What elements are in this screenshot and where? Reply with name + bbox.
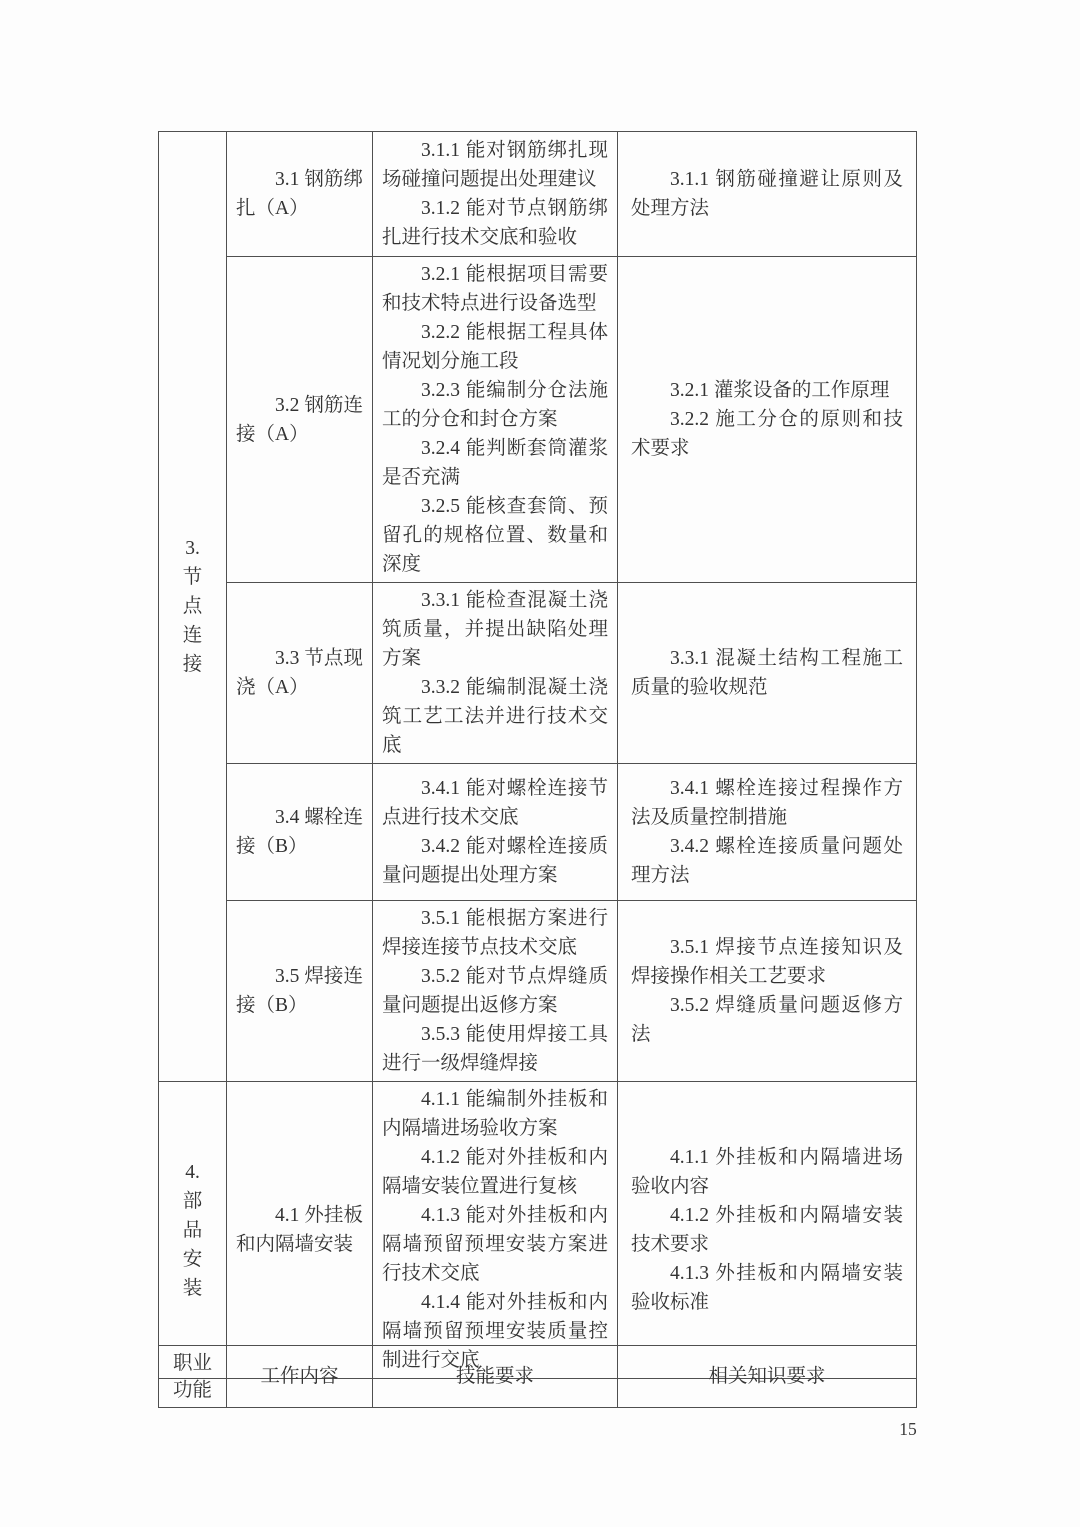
knowledge-item: 4.1.3 外挂板和内隔墙安装验收标准 bbox=[631, 1263, 903, 1313]
work-content-label: 3.1 钢筋绑扎（A） bbox=[236, 169, 363, 219]
table-row bbox=[159, 901, 917, 1082]
skill-item: 3.3.2 能编制混凝土浇筑工艺工法并进行技术交底 bbox=[382, 677, 608, 756]
function-number: 3. bbox=[185, 538, 200, 559]
knowledge-cell bbox=[618, 257, 917, 583]
skill-item: 4.1.2 能对外挂板和内隔墙安装位置进行复核 bbox=[382, 1147, 608, 1197]
skill-item: 3.2.5 能核查套筒、预留孔的规格位置、数量和深度 bbox=[382, 496, 608, 575]
knowledge-item: 3.2.1 灌浆设备的工作原理 bbox=[670, 380, 890, 401]
work-content-label: 3.3 节点现浇（A） bbox=[236, 648, 363, 698]
knowledge-item: 4.1.1 外挂板和内隔墙进场验收内容 bbox=[631, 1147, 903, 1197]
table-row bbox=[159, 132, 917, 257]
skill-item: 4.1.3 能对外挂板和内隔墙预留预埋安装方案进行技术交底 bbox=[382, 1205, 608, 1284]
work-content-cell bbox=[227, 132, 373, 257]
skill-item: 3.3.1 能检查混凝土浇筑质量，并提出缺陷处理方案 bbox=[382, 590, 608, 669]
work-content-cell bbox=[227, 257, 373, 583]
skills-cell bbox=[373, 257, 618, 583]
skill-item: 3.1.2 能对节点钢筋绑扎进行技术交底和验收 bbox=[382, 198, 608, 248]
table-header-strip bbox=[158, 1345, 917, 1408]
header-cell-skill-requirements: 技能要求 bbox=[373, 1346, 618, 1408]
header-row bbox=[159, 1346, 917, 1408]
knowledge-item: 3.4.1 螺栓连接过程操作方法及质量控制措施 bbox=[631, 778, 903, 828]
knowledge-item: 3.5.1 焊接节点连接知识及焊接操作相关工艺要求 bbox=[631, 937, 903, 987]
work-content-label: 3.5 焊接连接（B） bbox=[236, 966, 363, 1016]
knowledge-cell bbox=[618, 132, 917, 257]
skill-item: 3.4.2 能对螺栓连接质量问题提出处理方案 bbox=[382, 836, 608, 886]
skill-item: 3.2.2 能根据工程具体情况划分施工段 bbox=[382, 322, 608, 372]
work-content-cell bbox=[227, 1082, 373, 1379]
skill-item: 4.1.4 能对外挂板和内隔墙预留预埋安装质量控制进行交底 bbox=[382, 1292, 608, 1371]
work-content-cell bbox=[227, 901, 373, 1082]
header-cell-work-content: 工作内容 bbox=[227, 1346, 373, 1408]
knowledge-item: 3.2.2 施工分仓的原则和技术要求 bbox=[631, 409, 903, 459]
work-content-label: 3.2 钢筋连接（A） bbox=[236, 394, 363, 445]
skill-standard-table bbox=[158, 131, 917, 1379]
skill-item: 3.2.1 能根据项目需要和技术特点进行设备选型 bbox=[382, 264, 608, 314]
skills-cell bbox=[373, 132, 618, 257]
knowledge-cell bbox=[618, 1082, 917, 1379]
knowledge-cell bbox=[618, 764, 917, 901]
knowledge-cell bbox=[618, 901, 917, 1082]
skill-item: 3.2.4 能判断套筒灌浆是否充满 bbox=[382, 438, 608, 488]
skill-item: 3.1.1 能对钢筋绑扎现场碰撞问题提出处理建议 bbox=[382, 140, 608, 190]
skill-item: 3.5.1 能根据方案进行焊接连接节点技术交底 bbox=[382, 908, 608, 958]
knowledge-item: 3.1.1 钢筋碰撞避让原则及处理方法 bbox=[631, 169, 903, 219]
function-cell-section3 bbox=[159, 132, 227, 1082]
header-cell-function: 职业功能 bbox=[159, 1346, 227, 1408]
knowledge-item: 3.4.2 螺栓连接质量问题处理方法 bbox=[631, 836, 903, 886]
skills-cell bbox=[373, 1082, 618, 1379]
skills-cell bbox=[373, 901, 618, 1082]
page-number: 15 bbox=[899, 1419, 917, 1439]
function-cell-section4 bbox=[159, 1082, 227, 1379]
skills-cell bbox=[373, 583, 618, 764]
skills-cell bbox=[373, 764, 618, 901]
table-row bbox=[159, 764, 917, 901]
work-content-cell bbox=[227, 764, 373, 901]
function-number: 4. bbox=[185, 1161, 200, 1183]
work-content-label: 3.4 螺栓连接（B） bbox=[236, 807, 363, 857]
skill-item: 3.2.3 能编制分仓法施工的分仓和封仓方案 bbox=[382, 380, 608, 430]
knowledge-item: 3.3.1 混凝土结构工程施工质量的验收规范 bbox=[631, 648, 903, 698]
skill-item: 3.4.1 能对螺栓连接节点进行技术交底 bbox=[382, 778, 608, 828]
skill-item: 3.5.2 能对节点焊缝质量问题提出返修方案 bbox=[382, 966, 608, 1016]
table-row bbox=[159, 257, 917, 583]
knowledge-cell bbox=[618, 583, 917, 764]
skill-item: 4.1.1 能编制外挂板和内隔墙进场验收方案 bbox=[382, 1089, 608, 1139]
function-name-vertical: 部品安装 bbox=[182, 1190, 203, 1299]
function-name-vertical: 节点连接 bbox=[182, 567, 203, 675]
table-row bbox=[159, 1082, 917, 1379]
knowledge-item: 4.1.2 外挂板和内隔墙安装技术要求 bbox=[631, 1205, 903, 1255]
header-cell-knowledge-requirements: 相关知识要求 bbox=[618, 1346, 917, 1408]
work-content-cell bbox=[227, 583, 373, 764]
work-content-label: 4.1 外挂板和内隔墙安装 bbox=[236, 1205, 363, 1255]
skill-item: 3.5.3 能使用焊接工具进行一级焊缝焊接 bbox=[382, 1024, 608, 1074]
knowledge-item: 3.5.2 焊缝质量问题返修方法 bbox=[631, 995, 903, 1045]
table-row bbox=[159, 583, 917, 764]
